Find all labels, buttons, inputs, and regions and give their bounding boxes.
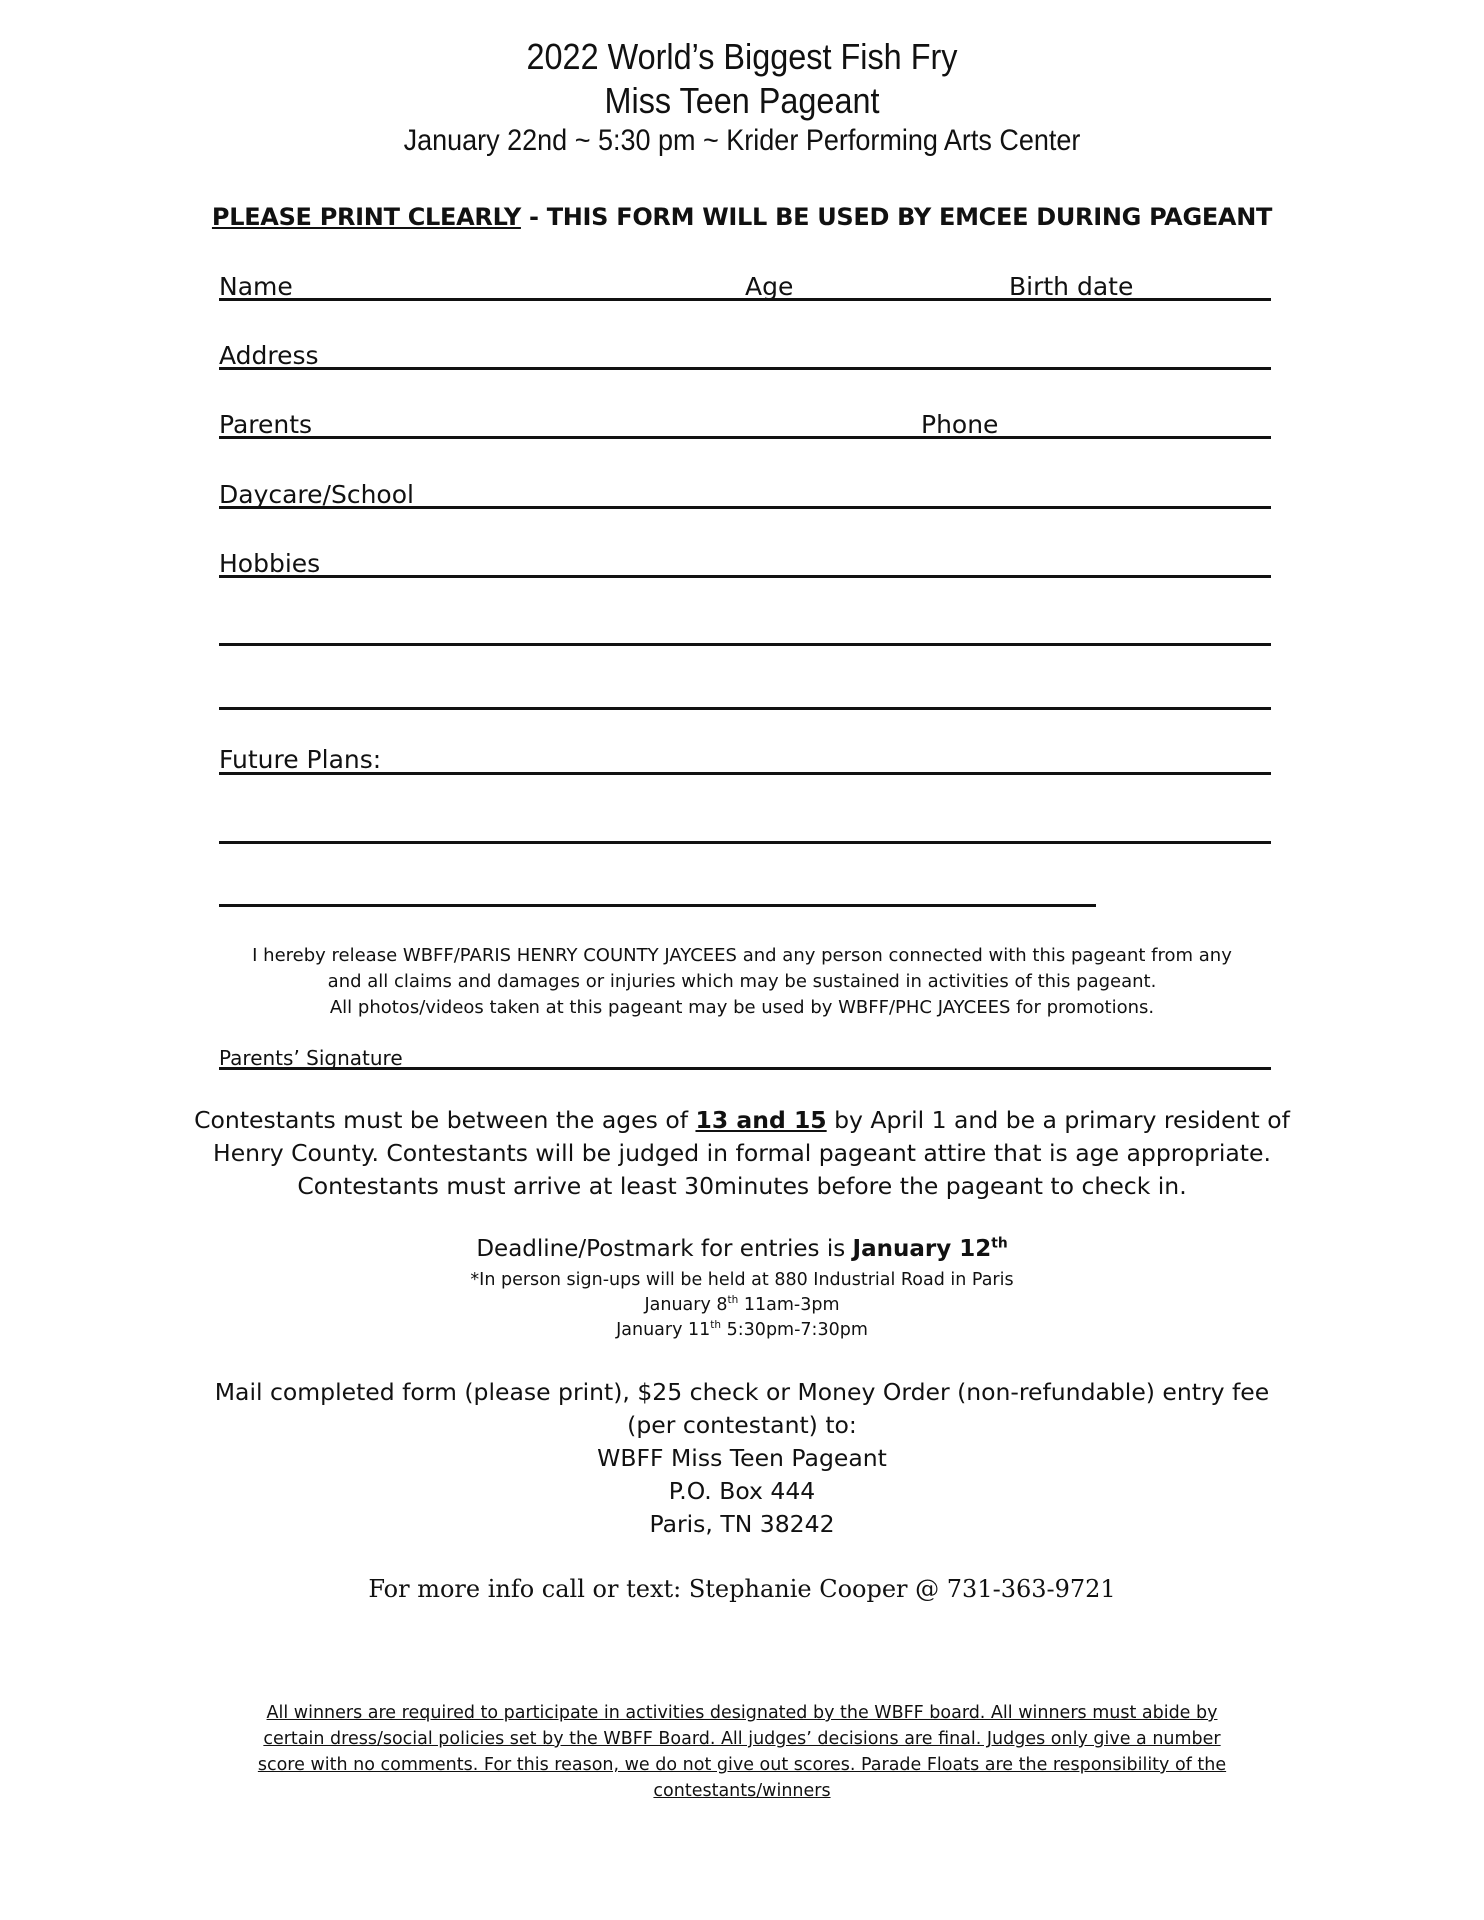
hobbies-line-2[interactable] xyxy=(219,643,1271,646)
eligibility-line-1 xyxy=(0,1104,1484,1137)
school-label: Daycare/School xyxy=(219,480,414,509)
signup-date-2: January 11th 5:30pm-7:30pm xyxy=(616,1319,868,1340)
hobbies-label: Hobbies xyxy=(219,549,321,578)
rules-line-1: All winners are required to participate in activities designated by the WBFF board. All winners must abide by xyxy=(266,1703,1218,1723)
age-range: 13 and 15 xyxy=(695,1106,827,1134)
deadline-text: Deadline/Postmark for entries is xyxy=(476,1236,853,1262)
address-line[interactable] xyxy=(219,367,1271,370)
event-title: 2022 World’s Biggest Fish Fry xyxy=(526,36,958,77)
age-label: Age xyxy=(745,272,794,301)
release-line-3: All photos/videos taken at this pageant may be used by WBFF/PHC JAYCEES for promotions. xyxy=(329,997,1155,1018)
name-age-birthdate-line[interactable] xyxy=(219,298,1271,301)
print-clearly-notice xyxy=(0,203,1484,231)
contact-info: For more info call or text: Stephanie Cooper @ 731-363-9721 xyxy=(368,1575,1116,1603)
mail-line-1: Mail completed form (please print), $25 check or Money Order (non-refundable) entry fee xyxy=(214,1378,1270,1406)
mail-line-2: (per contestant) to: xyxy=(627,1411,857,1439)
signup-info xyxy=(0,1268,1484,1343)
pageant-title: Miss Teen Pageant xyxy=(604,80,880,121)
future-plans-line-1[interactable] xyxy=(219,772,1271,775)
release-line-1: I hereby release WBFF/PARIS HENRY COUNTY JAYCEES and any person connected with this pageant from any xyxy=(252,945,1232,966)
birth-date-label: Birth date xyxy=(1009,272,1134,301)
parents-label: Parents xyxy=(219,410,313,439)
name-label: Name xyxy=(219,272,293,301)
signup-location: *In person sign-ups will be held at 880 Industrial Road in Paris xyxy=(470,1270,1014,1290)
future-plans-label: Future Plans: xyxy=(219,745,382,774)
future-plans-line-2[interactable] xyxy=(219,841,1271,844)
release-line-2: and all claims and damages or injuries which may be sustained in activities of this pageant. xyxy=(327,971,1157,992)
notice-rest: - THIS FORM WILL BE USED BY EMCEE DURING PAGEANT xyxy=(520,203,1273,231)
signature-line[interactable] xyxy=(219,1067,1271,1070)
eligibility-line-3: Contestants must arrive at least 30minutes before the pageant to check in. xyxy=(297,1172,1187,1200)
mail-instructions xyxy=(0,1376,1484,1541)
mail-po-box: P.O. Box 444 xyxy=(668,1477,816,1505)
rules-paragraph xyxy=(0,1700,1484,1804)
hobbies-line-1[interactable] xyxy=(219,575,1271,578)
mail-city: Paris, TN 38242 xyxy=(649,1510,835,1538)
mail-recipient: WBFF Miss Teen Pageant xyxy=(597,1444,887,1472)
parents-phone-line[interactable] xyxy=(219,436,1271,439)
rules-line-2: certain dress/social policies set by the WBFF Board. All judges’ decisions are final. Judges only give a number xyxy=(263,1729,1221,1749)
address-label: Address xyxy=(219,341,319,370)
school-line[interactable] xyxy=(219,506,1271,509)
hobbies-line-3[interactable] xyxy=(219,707,1271,710)
signature-label: Parents’ Signature xyxy=(219,1046,403,1070)
notice-emphasis: PLEASE PRINT CLEARLY xyxy=(211,203,521,231)
deadline-date: January 12th xyxy=(852,1235,1008,1262)
future-plans-line-3[interactable] xyxy=(219,904,1096,907)
phone-label: Phone xyxy=(921,410,999,439)
eligibility-line-2: Henry County. Contestants will be judged in formal pageant attire that is age appropriate. xyxy=(213,1139,1271,1167)
event-details: January 22nd ~ 5:30 pm ~ Krider Performing Arts Center xyxy=(403,124,1081,157)
rules-line-4: contestants/winners xyxy=(653,1781,831,1801)
eligibility-pre: Contestants must be between the ages of xyxy=(194,1106,696,1134)
rules-line-3: score with no comments. For this reason, we do not give out scores. Parade Floats are the responsibility of the xyxy=(257,1755,1227,1775)
deadline-line xyxy=(0,1236,1484,1262)
release-statement xyxy=(0,943,1484,1021)
signup-date-1: January 8th 11am-3pm xyxy=(644,1294,840,1315)
eligibility-paragraph xyxy=(0,1104,1484,1203)
eligibility-post: by April 1 and be a primary resident of xyxy=(826,1106,1290,1134)
